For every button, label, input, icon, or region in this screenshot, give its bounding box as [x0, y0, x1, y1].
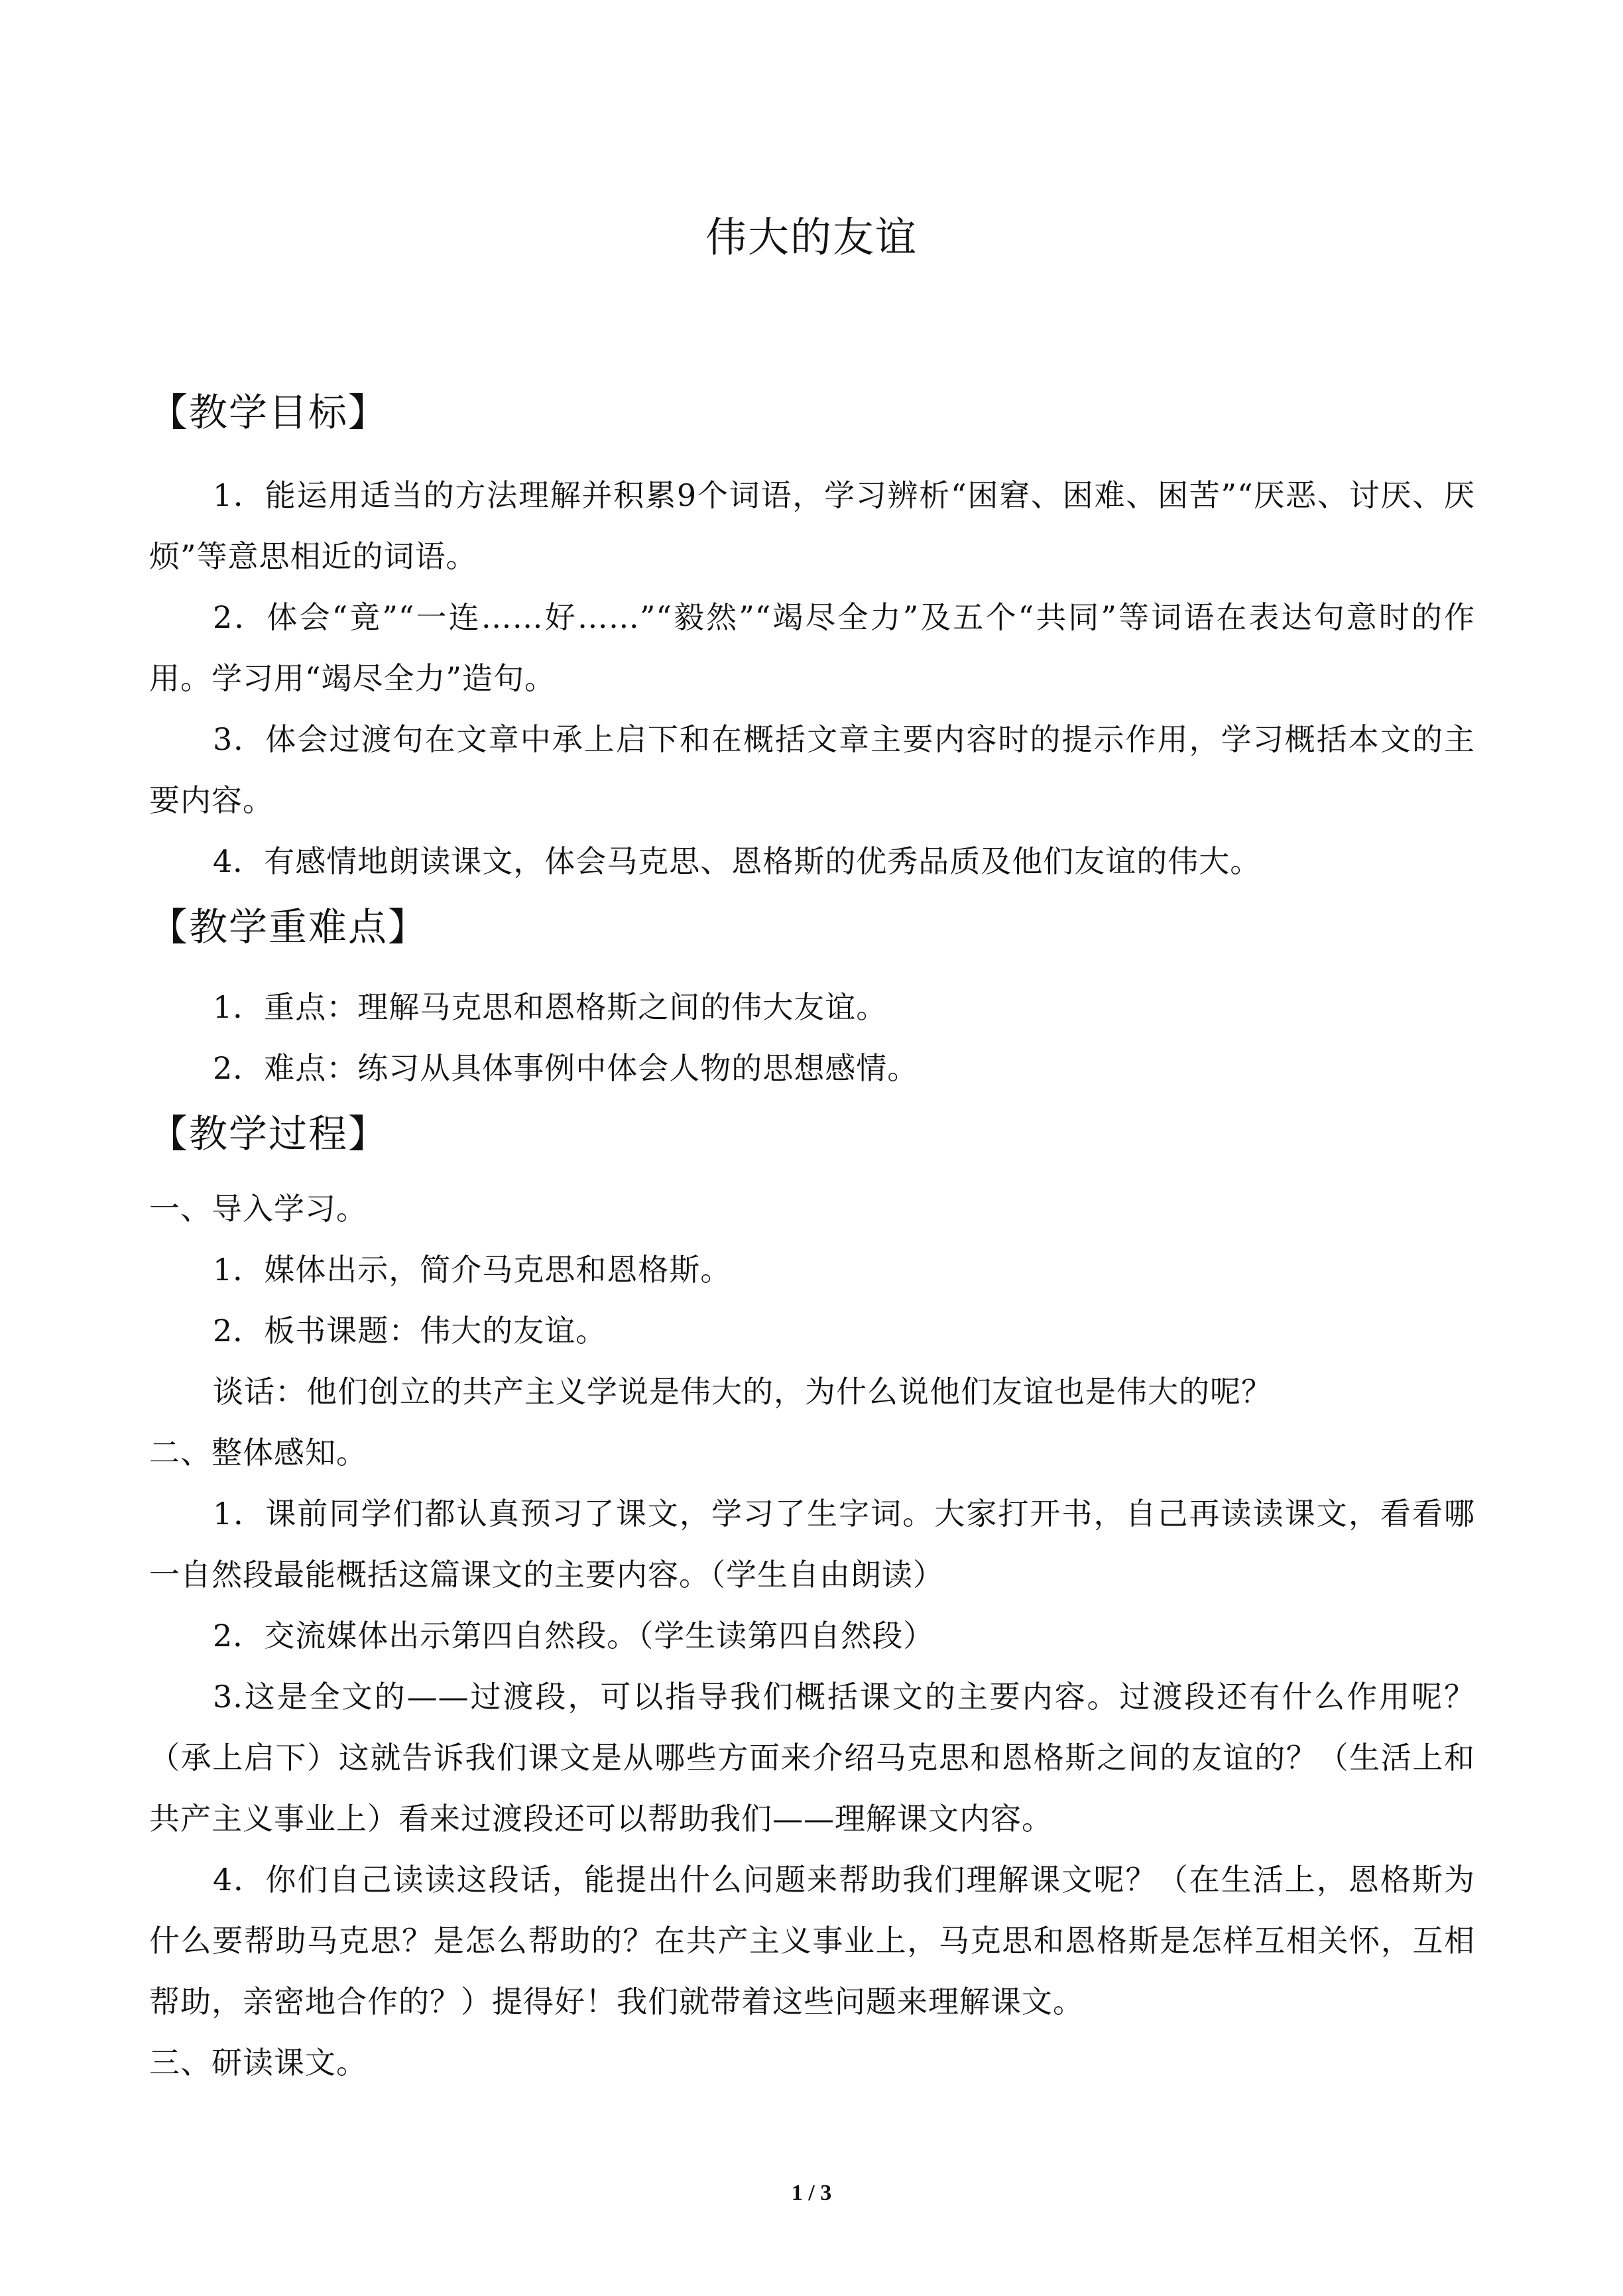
objective-item: 4．有感情地朗读课文，体会马克思、恩格斯的优秀品质及他们友谊的伟大。 [213, 843, 1262, 879]
key-point-item: 2．难点：练习从具体事例中体会人物的思想感情。 [213, 1050, 919, 1086]
process-step-label: 一、导入学习。 [149, 1191, 367, 1227]
objective-item: 2．体会“竟”“一连……好……”“毅然”“竭尽全力”及五个“共同”等词语在表达句意时的作用。学习用“竭尽全力”造句。 [149, 599, 1475, 696]
process-item: 4．你们自己读读这段话，能提出什么问题来帮助我们理解课文呢？（在生活上，恩格斯为什么要帮助马克思？是怎么帮助的？在共产主义事业上，马克思和恩格斯是怎样互相关怀，互相帮助，亲密地合作的？）提得好！我们就带着这些问题来理解课文。 [149, 1862, 1475, 2020]
objective-item: 1．能运用适当的方法理解并积累9个词语，学习辨析“困窘、困难、困苦”“厌恶、讨厌、厌烦”等意思相近的词语。 [149, 477, 1475, 574]
process-item: 谈话：他们创立的共产主义学说是伟大的，为什么说他们友谊也是伟大的呢？ [213, 1374, 1272, 1410]
process-item: 1．课前同学们都认真预习了课文，学习了生字词。大家打开书，自己再读读课文，看看哪一自然段最能概括这篇课文的主要内容。（学生自由朗读） [149, 1496, 1475, 1593]
process-item: 2．交流媒体出示第四自然段。（学生读第四自然段） [213, 1618, 935, 1654]
page-number: 1 / 3 [791, 2181, 832, 2205]
section-heading-key-points: 【教学重难点】 [149, 904, 428, 949]
process-step-label: 三、研读课文。 [149, 2045, 367, 2081]
key-point-item: 1．重点：理解马克思和恩格斯之间的伟大友谊。 [213, 989, 888, 1025]
process-item: 3.这是全文的——过渡段，可以指导我们概括课文的主要内容。过渡段还有什么作用呢？（承上启下）这就告诉我们课文是从哪些方面来介绍马克思和恩格斯之间的友谊的？（生活上和共产主义事业上）看来过渡段还可以帮助我们——理解课文内容。 [149, 1679, 1475, 1837]
document-title: 伟大的友谊 [705, 213, 918, 261]
process-item: 2．板书课题：伟大的友谊。 [213, 1313, 607, 1349]
document-body [149, 381, 1475, 2093]
section-heading-objectives: 【教学目标】 [149, 390, 389, 435]
process-step-label: 二、整体感知。 [149, 1435, 367, 1471]
objective-item: 3．体会过渡句在文章中承上启下和在概括文章主要内容时的提示作用，学习概括本文的主要内容。 [149, 721, 1475, 818]
process-item: 1．媒体出示，简介马克思和恩格斯。 [213, 1252, 732, 1288]
section-heading-process: 【教学过程】 [149, 1111, 389, 1156]
